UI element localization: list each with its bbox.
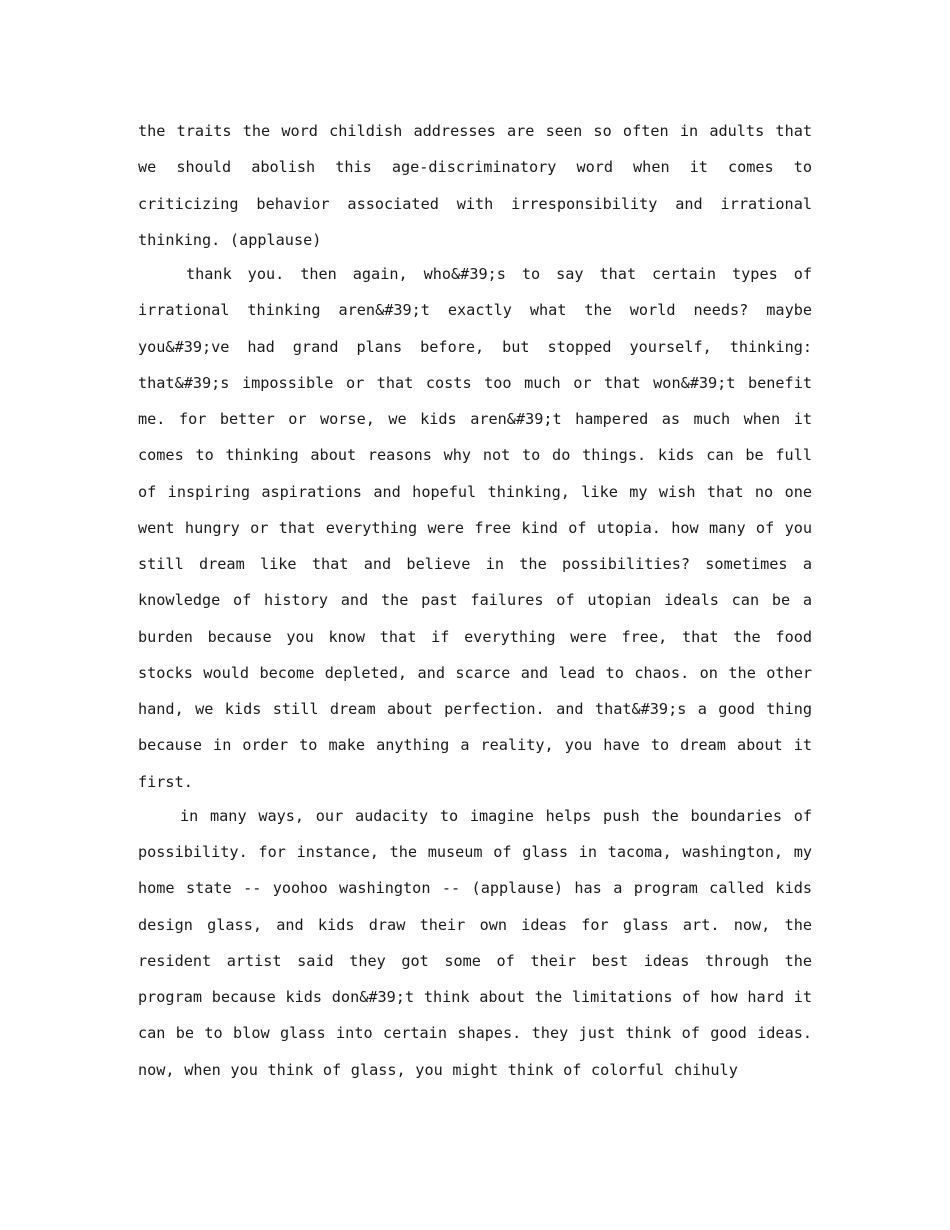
paragraph-1: the traits the word childish addresses are seen so often in adults that we should abolish this age-discriminatory word when it comes to criticizing behavior associated with irresponsibility and irrational thinking. (applause) (138, 122, 812, 249)
paragraph-3: in many ways, our audacity to imagine helps push the boundaries of possibility. for instance, the museum of glass in tacoma, washington, my home state -- yoohoo washington -- (applause) has a program called kids design glass, and kids draw their own ideas for glass art. now, the resident artist said they got some of their best ideas through the program because kids don&#39;t think about the limitations of how hard it can be to blow glass into certain shapes. they just think of good ideas. now, when you think of glass, you might think of colorful chihuly (138, 806, 812, 1079)
paragraph-2: thank you. then again, who&#39;s to say that certain types of irrational thinking aren&#39;t exactly what the world needs? maybe you&#39;ve had grand plans before, but stopped yourself, thinking: that&#39;s impossible or that costs too much or that won&#39;t benefit me. for better or worse, we kids aren&#39;t hampered as much when it comes to thinking about reasons why not to do things. kids can be full of inspiring aspirations and hopeful thinking, like my wish that no one went hungry or that everything were free kind of utopia. how many of you still dream like that and believe in the possibilities? sometimes a knowledge of history and the past failures of utopian ideals can be a burden because you know that if everything were free, that the food stocks would become depleted, and scarce and lead to chaos. on the other hand, we kids still dream about perfection. and that&#39;s a good thing because in order to make anything a reality, you have to dream about it first. (138, 265, 812, 791)
document-body (138, 113, 812, 1088)
